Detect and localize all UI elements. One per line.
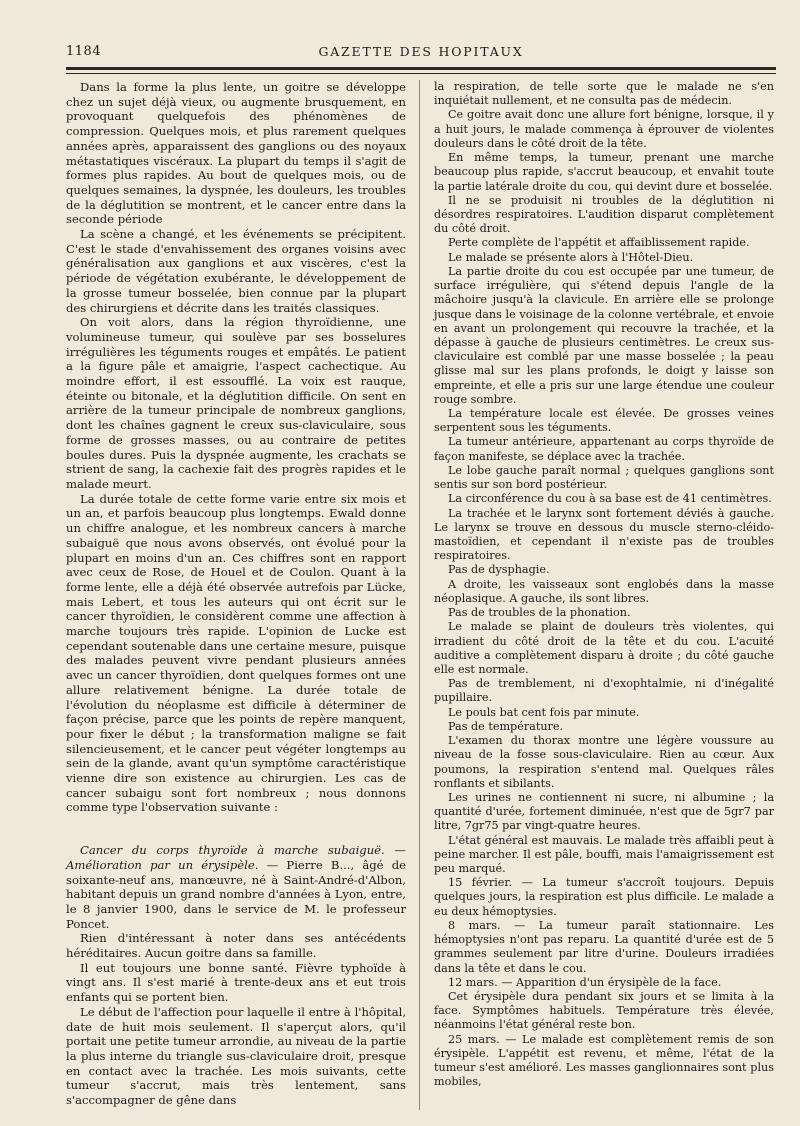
paragraph: Pas de dysphagie. — [448, 563, 550, 577]
paragraph: Cet érysipèle dura pendant six jours et se limita à la face. Symptômes habituels. Température très élevée, néanmoins l'état général reste bon. — [434, 990, 774, 1032]
paragraph: Pas de tremblement, ni d'exophtalmie, ni d'inégalité pupillaire. — [434, 677, 774, 705]
page-number: 1184 — [66, 44, 102, 59]
right-column — [434, 80, 774, 1090]
paragraph: La température locale est élevée. De grosses veines serpentent sous les téguments. — [434, 407, 774, 435]
page-header — [66, 40, 776, 62]
paragraph: La partie droite du cou est occupée par une tumeur, de surface irrégulière, qui s'étend depuis l'angle de la mâchoire jusqu'à la clavicule. En arrière elle se prolonge jusque dans le voisinage de la colonne vertébrale, et envoie en avant un prolongement qui recouvre la trachée, et la dépasse à gauche de plusieurs centimètres. Le creux sus-claviculaire est comblé par une masse bosselée ; la peau glisse mal sur les plans profonds, le doigt y laisse son empreinte, et elle a pris sur une large étendue une couleur rouge sombre. — [434, 264, 774, 406]
paragraph: Le malade se plaint de douleurs très violentes, qui irradient du côté droit de la tête et du cou. L'acuité auditive a complètement disparu à droite ; du côté gauche elle est normale. — [434, 620, 774, 676]
paragraph: Ce goitre avait donc une allure fort bénigne, lorsque, il y a huit jours, le malade commença à éprouver de violentes douleurs dans le côté droit de la tête. — [434, 108, 774, 150]
paragraph: la respiration, de telle sorte que le malade ne s'en inquiétait nullement, et ne consulta pas de médecin. — [434, 80, 774, 108]
paragraph: Pas de température. — [448, 719, 564, 733]
paragraph: Le début de l'affection pour laquelle il entre à l'hôpital, date de huit mois seulement. Il s'aperçut alors, qu'il portait une petite tumeur arrondie, au niveau de la partie la plus interne du triangle sus-claviculaire droit, presque en contact avec la trachée. Les mois suivants, cette tumeur s'accrut, mais très lentement, sans s'accompagner de gêne dans — [66, 1004, 406, 1108]
paragraph: En même temps, la tumeur, prenant une marche beaucoup plus rapide, s'accrut beaucoup, et envahit toute la partie latérale droite du cou, qui devint dure et bosselée. — [434, 151, 774, 193]
paragraph: Perte complète de l'appétit et affaiblissement rapide. — [448, 236, 750, 250]
paragraph: La circonférence du cou à sa base est de 41 centimètres. — [448, 492, 772, 506]
paragraph: Il ne se produisit ni troubles de la déglutition ni désordres respiratoires. L'audition disparut complètement du côté droit. — [434, 193, 774, 236]
paragraph: Le pouls bat cent fois par minute. — [448, 705, 640, 719]
paragraph: Les urines ne contiennent ni sucre, ni albumine ; la quantité d'urée, fortement diminuée, n'est que de 5gr7 par litre, 7gr75 par vingt-quatre heures. — [434, 790, 774, 833]
paragraph: A droite, les vaisseaux sont englobés dans la masse néoplasique. A gauche, ils sont libres. — [434, 577, 774, 605]
paragraph: La durée totale de cette forme varie entre six mois et un an, et parfois beaucoup plus longtemps. Ewald donne un chiffre analogue, et les nombreux cancers à marche subaiguë que nous avons observés, ont évolué pour la plupart en moins d'un an. Ces chiffres sont en rapport avec ceux de Rose, de Houel et de Coulon. Quant à la forme lente, elle a déjà été observée autrefois par Lücke, mais Lebert, et tous les auteurs qui ont écrit sur le cancer thyroïdien, le considèrent comme une affection à marche toujours très rapide. L'opinion de Lucke est cependant soutenable dans une certaine mesure, puisque des malades peuvent vivre pendant plusieurs années avec un cancer thyroïdien, dont quelques formes ont une allure relativement bénigne. La durée totale de l'évolution du néoplasme est difficile à déterminer de façon précise, parce que les points de repère manquent, pour fixer le début ; la transformation maligne se fait silencieusement, et le cancer peut végéter longtemps au sein de la glande, avant qu'un symptôme caractéristique vienne dire son existence au chirurgien. Les cas de cancer subaigu sont fort nombreux ; nous donnons comme type l'observation suivante : — [66, 491, 406, 815]
case-title: Cancer du corps thyroïde à marche subaiguë. — Amélioration par un érysipèle. — [66, 843, 406, 872]
paragraph: Dans la forme la plus lente, un goitre se développe chez un sujet déjà vieux, ou augmente brusquement, en provoquant quelquefois des phénomènes de compression. Quelques mois, et plus rarement quelques années après, apparaissent des ganglions ou des noyaux métastatiques viscéraux. La plupart du temps il s'agit de formes plus rapides. Au bout de quelques mois, ou de quelques semaines, la dyspnée, les douleurs, les troubles de la déglutition se montrent, et le cancer entre dans la seconde période — [66, 80, 406, 227]
paragraph: 25 mars. — Le malade est complètement remis de son érysipèle. L'appétit est revenu, et même, l'état de la tumeur s'est amélioré. Les masses ganglionnaires sont plus mobiles, — [434, 1032, 774, 1089]
journal-title: GAZETTE DES HOPITAUX — [318, 44, 524, 59]
paragraph: L'examen du thorax montre une légère voussure au niveau de la fosse sous-claviculaire. Rien au cœur. Aux poumons, la respiration s'entend mal. Quelques râles ronflants et sibilants. — [434, 734, 774, 790]
paragraph: La trachée et le larynx sont fortement déviés à gauche. Le larynx se trouve en dessous du muscle sterno-cléido-mastoïdien, et cependant il n'existe pas de troubles respiratoires. — [434, 506, 774, 563]
left-column — [66, 80, 406, 1108]
case-heading — [66, 843, 406, 931]
header-rule-thin — [66, 73, 776, 74]
paragraph: Il eut toujours une bonne santé. Fièvre typhoïde à vingt ans. Il s'est marié à trente-deux ans et eut trois enfants qui se portent bien. — [66, 960, 406, 1005]
paragraph: Le lobe gauche paraît normal ; quelques ganglions sont sentis sur son bord postérieur. — [434, 463, 774, 492]
header-rule-thick — [66, 67, 776, 70]
paragraph: La tumeur antérieure, appartenant au corps thyroïde de façon manifeste, se déplace avec la trachée. — [434, 435, 774, 463]
paragraph: 12 mars. — Apparition d'un érysipèle de la face. — [448, 975, 722, 989]
paragraph: Rien d'intéressant à noter dans ses antécédents héréditaires. Aucun goitre dans sa famille. — [66, 931, 406, 961]
paragraph: Pas de troubles de la phonation. — [448, 606, 631, 620]
paragraph: Le malade se présente alors à l'Hôtel-Dieu. — [448, 250, 694, 264]
paragraph: On voit alors, dans la région thyroïdienne, une volumineuse tumeur, qui soulève par ses bosselures irrégulières les téguments rouges et empâtés. Le patient a la figure pâle et amaigrie, l'aspect cachectique. Au moindre effort, il est essoufflé. La voix est rauque, éteinte ou bitonale, et la déglutition difficile. On sent en arrière de la tumeur principale de nombreux ganglions, dont les chaînes gagnent le creux sus-claviculaire, sous forme de grosses masses, ou au contraire de petites boules dures. Puis la dyspnée augmente, les crachats se strient de sang, la cachexie fait des progrès rapides et le malade meurt. — [66, 315, 406, 491]
paragraph: 15 février. — La tumeur s'accroît toujours. Depuis quelques jours, la respiration est plus difficile. Le malade a eu deux hémoptysies. — [434, 876, 774, 918]
paragraph: L'état général est mauvais. Le malade très affaibli peut à peine marcher. Il est pâle, bouffi, mais l'amaigrissement est peu marqué. — [434, 833, 774, 876]
paragraph: 8 mars. — La tumeur paraît stationnaire. Les hémoptysies n'ont pas reparu. La quantité d'urée est de 5 grammes seulement par litre d'urine. Douleurs irradiées dans la tête et dans le cou. — [434, 918, 774, 975]
paragraph: La scène a changé, et les événements se précipitent. C'est le stade d'envahissement des organes voisins avec généralisation aux ganglions et aux viscères, c'est la période de végétation exubérante, le développement de la grosse tumeur bosselée, bien connue par la plupart des chirurgiens et décrite dans les traités classiques. — [66, 227, 406, 315]
column-divider — [419, 80, 420, 1110]
case-intro: — Pierre B..., âgé de soixante-neuf ans, manœuvre, né à Saint-André-d'Albon, habitant depuis un grand nombre d'années à Lyon, entre, le 8 janvier 1900, dans le service de M. le professeur Poncet. — [66, 857, 407, 931]
